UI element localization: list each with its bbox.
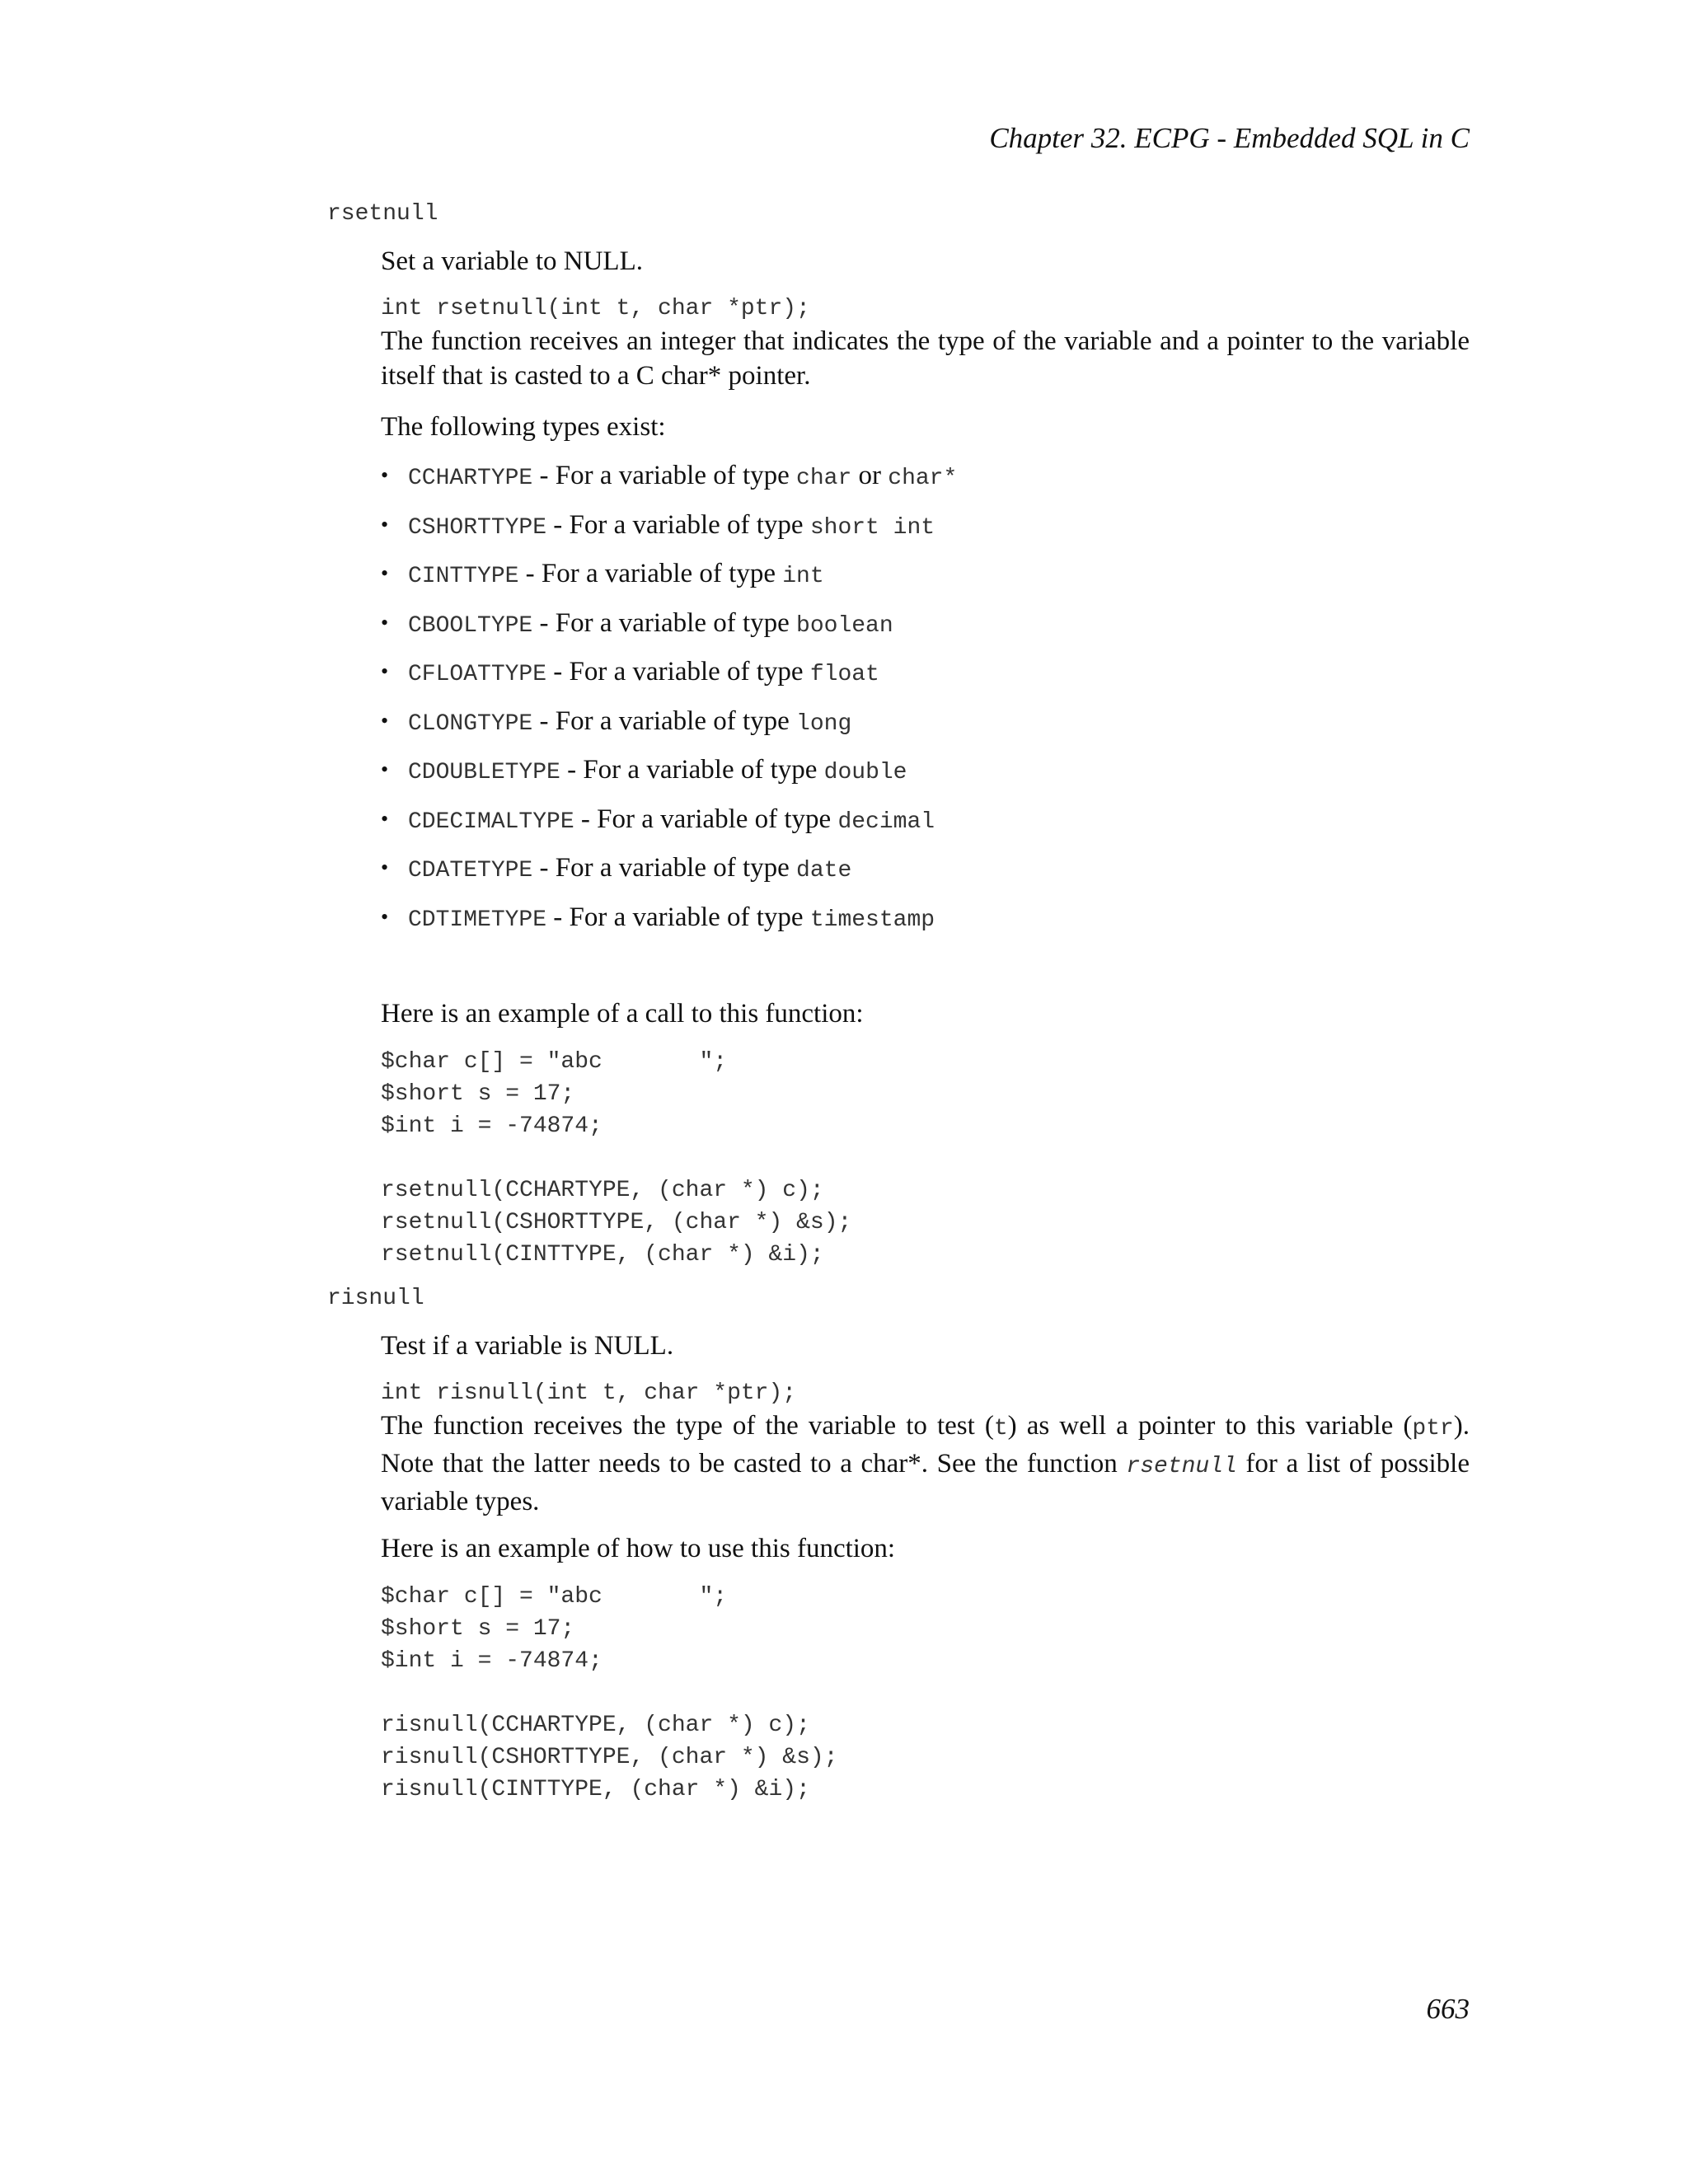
rsetnull-synopsis-block [381,296,1470,322]
chapter-header: Chapter 32. ECPG - Embedded SQL in C [989,122,1470,154]
type-text: - For a variable of type [546,902,810,932]
type-name: date [796,858,852,883]
type-name: char [796,466,852,491]
page-number: 663 [1426,1993,1470,2025]
rsetnull-example-intro-block [381,996,1470,1031]
list-item [381,802,1470,851]
risnull-synopsis: int risnull(int t, char *ptr); [381,1380,797,1406]
type-text: - For a variable of type [532,607,797,638]
rsetnull-example-block [381,1046,1470,1271]
rsetnull-synopsis: int rsetnull(int t, char *ptr); [381,296,810,321]
list-item [381,606,1470,655]
bullet-icon: • [381,708,389,733]
rsetnull-term: rsetnull [327,201,438,227]
type-constant: CDTIMETYPE [408,907,547,933]
type-constant: CLONGTYPE [408,710,533,737]
type-name: long [796,710,852,737]
param-t: t [993,1416,1008,1441]
type-constant: CDATETYPE [408,858,533,883]
bullet-icon: • [381,561,389,585]
type-name: int [782,564,824,589]
risnull-example-block [381,1581,1470,1806]
type-constant: CSHORTTYPE [408,514,547,541]
types-list-block [381,458,1470,949]
param-ptr: ptr [1412,1416,1454,1441]
rsetnull-entry [381,244,1470,279]
list-item [381,508,1470,557]
type-text: - For a variable of type [532,705,797,736]
risnull-code-example: $char c[] = "abc "; $short s = 17; $int i = -74874; risnull(CCHARTYPE, (char *) c); risnull(CSHORTTYPE, (char *) &s); risnull(CINTTYPE, (char *) &i); [381,1584,838,1802]
type-text: - For a variable of type [532,853,797,883]
bullet-icon: • [381,610,389,635]
type-name: float [809,662,879,687]
risnull-term: risnull [327,1286,424,1311]
bullet-icon: • [381,512,389,537]
type-text: - For a variable of type [574,804,838,834]
bullet-icon: • [381,904,389,929]
rsetnull-types-intro-block [381,410,1470,444]
type-name: double [823,760,907,785]
type-text: - For a variable of type [546,509,810,540]
type-name: short int [809,514,935,541]
para-text: for a list of possible variable types. [381,1449,1470,1516]
bullet-icon: • [381,659,389,683]
bullet-icon: • [381,757,389,781]
list-item [381,900,1470,949]
list-item [381,752,1470,802]
list-item [381,851,1470,900]
rsetnull-para-block [381,324,1470,393]
type-extra-text: or [851,461,889,490]
types-intro: The following types exist: [381,412,666,442]
type-name: boolean [796,612,893,639]
para-text: ). Note that the latter needs to be casted to a char*. See the function [381,1411,1470,1479]
rsetnull-example-intro: Here is an example of a call to this function: [381,999,864,1029]
type-constant: CDECIMALTYPE [408,808,574,835]
risnull-explanation [381,1408,1470,1519]
para-text: ) as well a pointer to this variable ( [1007,1411,1413,1441]
rsetnull-description: Set a variable to NULL. [381,246,643,276]
risnull-synopsis-block [381,1380,1470,1407]
rsetnull-code-example: $char c[] = "abc "; $short s = 17; $int i = -74874; rsetnull(CCHARTYPE, (char *) c); rsetnull(CSHORTTYPE, (char *) &s); rsetnull(CINTTYPE, (char *) &i); [381,1049,852,1268]
rsetnull-explanation: The function receives an integer that indicates the type of the variable and a pointer to the variable itself that is casted to a C char* pointer. [381,326,1470,391]
risnull-description: Test if a variable is NULL. [381,1331,674,1361]
type-constant: CDOUBLETYPE [408,760,560,785]
bullet-icon: • [381,463,389,487]
type-text: - For a variable of type [518,559,783,588]
risnull-example-intro: Here is an example of how to use this function: [381,1534,896,1563]
bullet-icon: • [381,806,389,831]
type-constant: CFLOATTYPE [408,662,547,687]
risnull-example-intro-block [381,1531,1470,1566]
types-list [381,458,1470,949]
type-name: timestamp [809,907,935,933]
function-reference: rsetnull [1126,1454,1237,1479]
type-constant: CINTTYPE [408,564,519,589]
bullet-icon: • [381,855,389,879]
type-extra-name: char* [888,466,958,491]
type-constant: CBOOLTYPE [408,612,533,639]
risnull-desc-block [381,1329,1470,1363]
type-text: - For a variable of type [532,461,797,490]
para-text: The function receives the type of the variable to test ( [381,1411,994,1441]
list-item [381,704,1470,753]
list-item [381,556,1470,606]
type-text: - For a variable of type [560,755,824,785]
risnull-para-block [381,1408,1470,1519]
list-item [381,654,1470,704]
type-constant: CCHARTYPE [408,466,533,491]
list-item [381,458,1470,508]
type-text: - For a variable of type [546,657,810,687]
type-name: decimal [837,808,935,835]
